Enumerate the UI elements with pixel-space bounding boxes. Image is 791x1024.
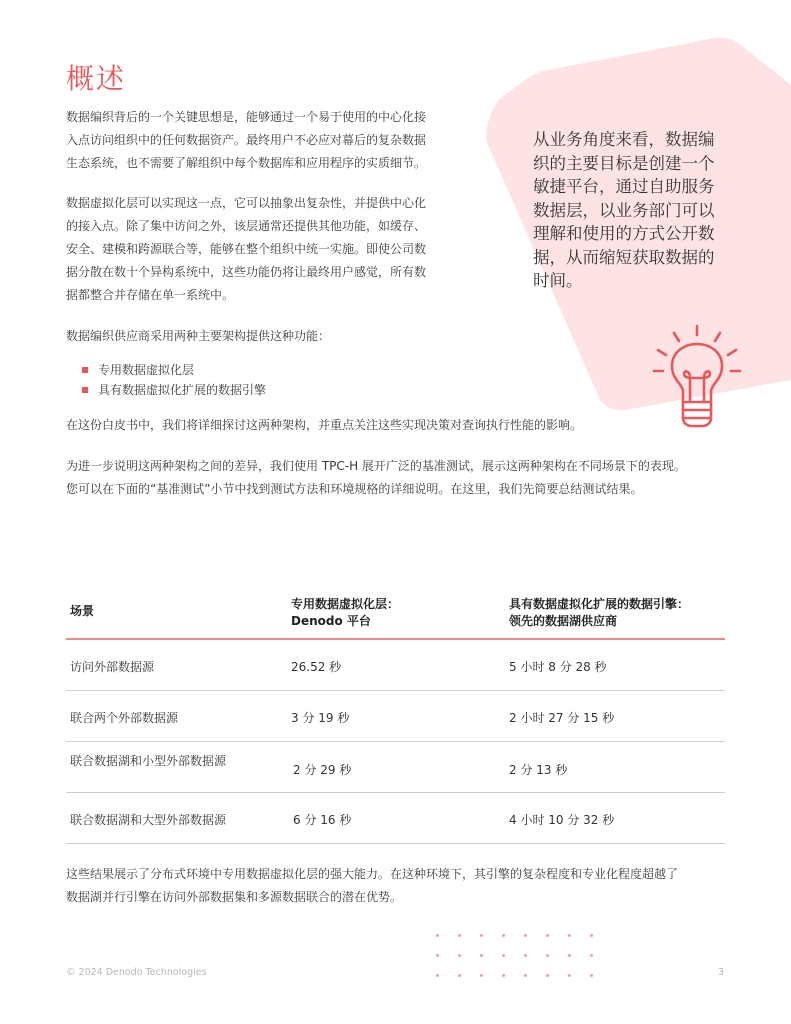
- list-item: 具有数据虚拟化扩展的数据引擎: [82, 380, 266, 400]
- conclusion-paragraph: 这些结果展示了分布式环境中专用数据虚拟化层的强大能力。在这种环境下，其引擎的复杂程度和专业化程度超越了 数据湖并行引擎在访问外部数据集和多源数据联合的潜在优势。: [66, 867, 679, 904]
- callout-quote: 从业务角度来看，数据编 织的主要目标是创建一个 敏捷平台，通过自助服务 数据层，以业务部门可以 理解和使用的方式公开数 据，从而缩短获取数据的 时间。: [533, 130, 715, 290]
- cell-denodo: 6 分 16 秒: [293, 813, 352, 827]
- cell-data-lake: 5 小时 8 分 28 秒: [509, 660, 607, 674]
- copyright-footer: © 2024 Denodo Technologies: [66, 967, 207, 978]
- table-row: [66, 742, 725, 793]
- header-data-lake: 具有数据虚拟化扩展的数据引擎： 领先的数据湖供应商: [509, 597, 690, 628]
- cell-denodo: 26.52 秒: [291, 660, 342, 674]
- cell-scenario: 访问外部数据源: [70, 660, 155, 674]
- cell-data-lake: 2 小时 27 分 15 秒: [509, 711, 615, 725]
- benchmark-paragraph: 为进一步说明这两种架构之间的差异，我们使用 TPC-H 展开广泛的基准测试，展示这两种架构在不同场景下的表现。 您可以在下面的“基准测试”小节中找到测试方法和环境规格的详细说明。在这里，我们先简要总结测试结果。: [66, 459, 686, 496]
- page-number: 3: [718, 967, 725, 978]
- header-scenario: 场景: [70, 604, 95, 618]
- vendor-paragraph: 数据编织供应商采用两种主要架构提供这种功能：: [66, 329, 331, 343]
- cell-scenario: 联合数据湖和大型外部数据源: [70, 813, 227, 827]
- virtualization-paragraph: 数据虚拟化层可以实现这一点，它可以抽象出复杂性，并提供中心化 的接入点。除了集中访问之外，该层通常还提供其他功能，如缓存、 安全、建模和跨源联合等，能够在整个组织中统一实施。即使公司数 据分散在数十个异构系统中，这些功能仍将让最终用户感觉，所有数 据都整合并存储在单一系统中。: [66, 196, 427, 302]
- header-denodo: 专用数据虚拟化层： Denodo 平台: [291, 597, 400, 628]
- cell-data-lake: 2 分 13 秒: [509, 763, 568, 777]
- benchmark-table: [66, 588, 725, 844]
- table-header: [66, 588, 725, 640]
- cell-denodo: 3 分 19 秒: [291, 711, 350, 725]
- cell-scenario: 联合数据湖和小型外部数据源: [70, 754, 227, 768]
- page-title: 概述: [66, 62, 127, 95]
- cell-scenario: 联合两个外部数据源: [70, 711, 179, 725]
- cell-denodo: 2 分 29 秒: [293, 763, 352, 777]
- table-row: [66, 691, 725, 742]
- list-item: 专用数据虚拟化层: [82, 360, 266, 380]
- lightbulb-icon: [650, 322, 745, 432]
- table-row: [66, 640, 725, 691]
- whitepaper-paragraph: 在这份白皮书中，我们将详细探讨这两种架构，并重点关注这些实现决策对查询执行性能的影响。: [66, 418, 583, 432]
- cell-data-lake: 4 小时 10 分 32 秒: [509, 813, 615, 827]
- intro-paragraph: 数据编织背后的一个关键思想是，能够通过一个易于使用的中心化接 入点访问组织中的任何数据资产。最终用户不必应对幕后的复杂数据 生态系统，也不需要了解组织中每个数据库和应用程序的实质细节。: [66, 110, 427, 170]
- table-row: [66, 793, 725, 844]
- architecture-list: [82, 360, 266, 400]
